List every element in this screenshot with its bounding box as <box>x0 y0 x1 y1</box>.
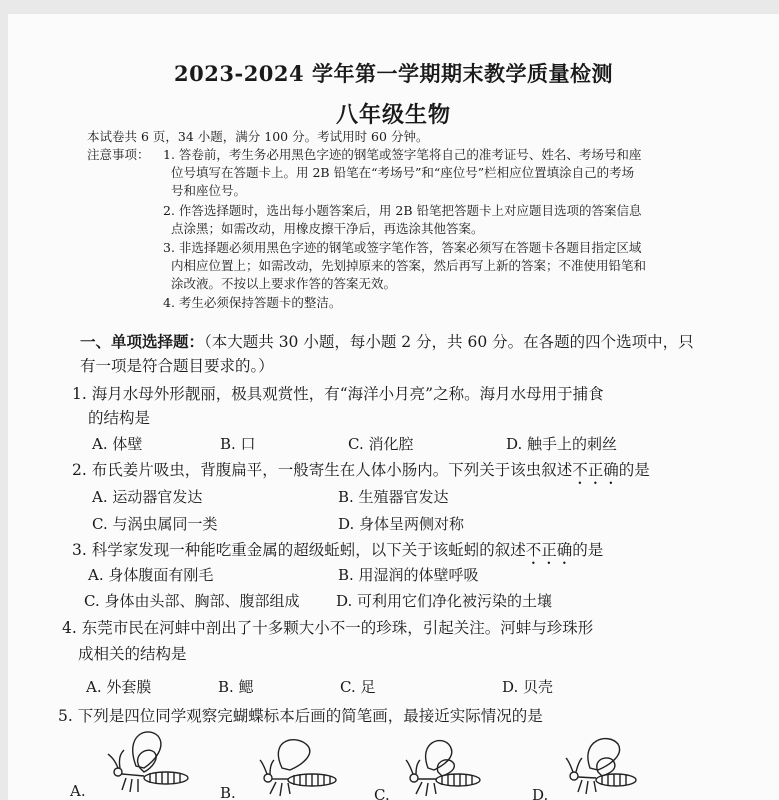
q2-stem-text: 2. 布氏姜片吸虫，背腹扁平，一般寄生在人体小肠内。下列关于该虫叙述 <box>72 461 573 479</box>
q5-option-c: C. <box>374 786 390 800</box>
note-line: 涂改液。不按以上要求作答的答案无效。 <box>171 276 397 291</box>
exam-paper <box>8 14 779 800</box>
q3-stem-end: 的是 <box>572 541 604 559</box>
question-4-line2: 成相关的结构是 <box>78 645 187 663</box>
note-line: 3. 非选择题必须用黑色字迹的钢笔或签字笔作答，答案必须写在答题卡各题目指定区域 <box>163 240 642 255</box>
q4-option-c: C. 足 <box>340 678 376 696</box>
butterfly-sketch-c-icon <box>398 734 498 800</box>
note-line: 内相应位置上；如需改动，先划掉原来的答案，然后再写上新的答案；不准使用铅笔和 <box>171 258 647 273</box>
butterfly-sketch-a-icon <box>96 726 196 800</box>
q1-option-a: A. 体壁 <box>92 435 143 453</box>
note-line: 1. 答卷前，考生务必用黑色字迹的钢笔或签字笔将自己的准考证号、姓名、考场号和座 <box>163 147 642 162</box>
q3-option-c: C. 身体由头部、胸部、腹部组成 <box>84 592 300 610</box>
q2-option-c: C. 与涡虫属同一类 <box>92 515 218 533</box>
question-1-line1: 1. 海月水母外形靓丽，极具观赏性，有“海洋小月亮”之称。海月水母用于捕食 <box>72 385 604 403</box>
note-line: 4. 考生必须保持答题卡的整洁。 <box>163 295 342 310</box>
butterfly-sketch-d-icon <box>556 730 656 800</box>
section-desc-line2: 有一项是符合题目要求的。） <box>80 357 274 375</box>
q3-option-b: B. 用湿润的体壁呼吸 <box>338 566 479 584</box>
q5-option-b: B. <box>220 784 236 800</box>
note-line: 2. 作答选择题时，选出每小题答案后，用 2B 铅笔把答题卡上对应题目选项的答案信息 <box>163 203 642 218</box>
exam-subject: 八年级生物 <box>335 102 451 128</box>
section-desc: （本大题共 30 小题，每小题 2 分，共 60 分。在各题的四个选项中，只 <box>204 333 694 351</box>
q4-option-b: B. 鳃 <box>218 678 254 696</box>
question-4-line1: 4. 东莞市民在河蚌中剖出了十多颗大小不一的珍珠，引起关注。河蚌与珍珠形 <box>62 619 594 637</box>
q2-stem-end: 的是 <box>618 461 650 479</box>
question-1-line2: 的结构是 <box>88 409 151 427</box>
q2-option-b: B. 生殖器官发达 <box>338 488 449 506</box>
q3-option-d: D. 可利用它们净化被污染的土壤 <box>336 592 553 610</box>
intro-summary: 本试卷共 6 页，34 小题，满分 100 分。考试用时 60 分钟。 <box>87 129 429 144</box>
butterfly-sketch-b-icon <box>254 732 354 800</box>
q1-option-b: B. 口 <box>220 435 256 453</box>
q3-stem-text: 3. 科学家发现一种能吃重金属的超级蚯蚓，以下关于该蚯蚓的叙述 <box>72 541 526 559</box>
q1-option-c: C. 消化腔 <box>348 435 414 453</box>
q2-stem-emphasis: 不正确 <box>572 461 619 479</box>
section-heading-row <box>80 330 694 352</box>
note-line: 点涂黑；如需改动，用橡皮擦干净后，再选涂其他答案。 <box>171 221 484 236</box>
note-line: 位号填写在答题卡上。用 2B 铅笔在“考场号”和“座位号”栏相应位置填涂自己的考场 <box>171 165 635 180</box>
notes-label: 注意事项： <box>87 147 150 162</box>
question-2-stem <box>72 458 650 488</box>
q4-option-d: D. 贝壳 <box>502 678 554 696</box>
q3-stem-emphasis: 不正确 <box>525 541 573 559</box>
q4-option-a: A. 外套膜 <box>86 678 152 696</box>
q2-option-a: A. 运动器官发达 <box>92 488 203 506</box>
question-5-line1: 5. 下列是四位同学观察完蝴蝶标本后画的简笔画，最接近实际情况的是 <box>58 707 543 725</box>
exam-title: 2023-2024 学年第一学期期末教学质量检测 <box>174 61 613 86</box>
q2-option-d: D. 身体呈两侧对称 <box>338 515 465 533</box>
q5-option-d: D. <box>532 786 549 800</box>
q3-option-a: A. 身体腹面有刚毛 <box>88 566 214 584</box>
q5-option-a: A. <box>70 782 86 800</box>
section-heading: 一、单项选择题： <box>80 332 205 351</box>
q1-option-d: D. 触手上的刺丝 <box>506 435 618 453</box>
note-line: 号和座位号。 <box>171 183 247 198</box>
